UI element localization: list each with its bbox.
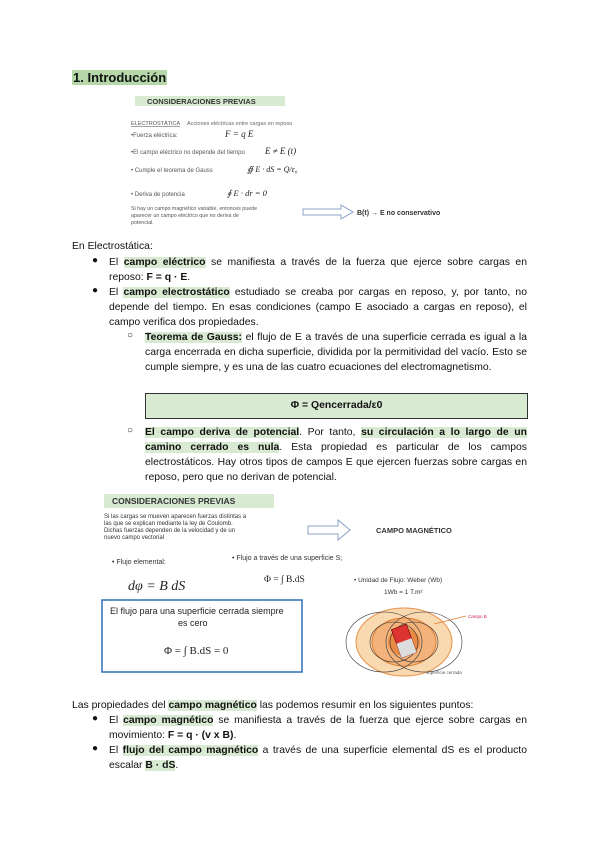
sub-bullet-circle: ○ bbox=[127, 425, 134, 436]
gauss-formula-box: Φ = Qencerrada/ε0 bbox=[145, 393, 528, 419]
svg-text:dφ = B dS: dφ = B dS bbox=[128, 579, 186, 594]
svg-text:•Fuerza eléctrica:: •Fuerza eléctrica: bbox=[131, 133, 178, 139]
bullet-campo-electrostatico: El campo electrostático estudiado se creaba por cargas en reposo, y, por tanto, no depende del tiempo. En esas condiciones (campo E asociado a cargas en reposo), el campo verifica dos propiedades. bbox=[109, 287, 527, 328]
svg-text:El flujo para una superficie c: El flujo para una superficie cerrada siempre bbox=[110, 606, 284, 616]
svg-text:superficie cerrada: superficie cerrada bbox=[426, 670, 462, 675]
svg-text:• Deriva de potencia: • Deriva de potencia bbox=[131, 192, 185, 198]
svg-text:las que se explican mediante l: las que se explican mediante la ley de Coulomb. bbox=[104, 521, 233, 527]
svg-text:ELECTROSTÁTICA: ELECTROSTÁTICA bbox=[131, 121, 181, 127]
intro-text: En Electrostática: bbox=[72, 241, 153, 252]
bullet-dot: ● bbox=[92, 285, 99, 296]
bullet-dot: ● bbox=[92, 713, 99, 724]
svg-text:• Unidad de Flujo: Weber (Wb): • Unidad de Flujo: Weber (Wb) bbox=[354, 577, 443, 584]
bullet-flujo: El flujo del campo magnético a través de una superficie elemental dS es el producto escalar B · dS. bbox=[109, 745, 527, 771]
svg-text:∯ E · dS = Q/ε₀: ∯ E · dS = Q/ε₀ bbox=[247, 165, 298, 174]
svg-text:CAMPO MAGNÉTICO: CAMPO MAGNÉTICO bbox=[376, 526, 452, 535]
svg-text:E ≠ E (t): E ≠ E (t) bbox=[265, 146, 297, 156]
svg-text:Campo B: Campo B bbox=[468, 614, 487, 619]
svg-text:potencial.: potencial. bbox=[131, 220, 154, 226]
figure-campo-magnetico bbox=[94, 488, 504, 688]
svg-text:∮ E · dr = 0: ∮ E · dr = 0 bbox=[227, 188, 267, 198]
svg-text:aparecer un campo eléctrico qu: aparecer un campo eléctrico que no deriva de bbox=[131, 213, 239, 219]
section-heading: 1. Introducción bbox=[73, 70, 167, 85]
propiedades-intro: Las propiedades del campo magnético las podemos resumir en los siguientes puntos: bbox=[72, 700, 474, 711]
svg-text:• Flujo a través de una superf: • Flujo a través de una superficie S; bbox=[232, 555, 343, 562]
svg-text:Acciones eléctricas entre carg: Acciones eléctricas entre cargas en reposo bbox=[187, 121, 293, 127]
svg-text:• Flujo elemental:: • Flujo elemental: bbox=[112, 559, 166, 566]
bullet-campo-electrico: El campo eléctrico se manifiesta a través de la fuerza que ejerce sobre cargas en reposo: F = q · E. bbox=[109, 257, 527, 283]
figure-electrostatica bbox=[117, 92, 481, 230]
svg-text:Φ = ∫ B.dS = 0: Φ = ∫ B.dS = 0 bbox=[164, 645, 229, 657]
svg-text:• Cumple el teorema de Gauss: • Cumple el teorema de Gauss bbox=[131, 168, 213, 174]
bullet-dot: ● bbox=[92, 255, 99, 266]
bullet-dot: ● bbox=[92, 743, 99, 754]
sub-bullet-potencial: El campo deriva de potencial. Por tanto, su circulación a lo largo de un camino cerrado es nula. Esta propiedad es particular de los campos electrostáticos. Hay otros tipos de campos E que ejercen fuerzas sobre cargas en reposo, pero que no derivan de potencial. bbox=[145, 427, 527, 483]
svg-text:Φ = ∫ B.dS: Φ = ∫ B.dS bbox=[264, 575, 305, 585]
svg-text:F = q E: F = q E bbox=[225, 129, 254, 139]
bullet-campo-magnetico: El campo magnético se manifiesta a través de la fuerza que ejerce sobre cargas en movimiento: F = q · (v x B). bbox=[109, 715, 527, 741]
svg-text:B(t) → E no conservativo: B(t) → E no conservativo bbox=[357, 210, 441, 217]
svg-text:Dichas fuerzas dependen de la: Dichas fuerzas dependen de la velocidad y de un bbox=[104, 528, 236, 534]
sub-bullet-gauss: Teorema de Gauss: el flujo de E a través de una superficie cerrada es igual a la carga encerrada en dicha superficie, dividida por la permitividad del vacío. Esto se cumple siempre, y es una de las cuatro ecuaciones del electromagnetismo. bbox=[145, 332, 528, 373]
sub-bullet-circle: ○ bbox=[127, 330, 134, 341]
svg-text:Si hay un campo magnético vari: Si hay un campo magnético variable, entonces puede bbox=[131, 206, 258, 212]
svg-text:Si las cargas se mueven aparec: Si las cargas se mueven aparecen fuerzas distintas a bbox=[104, 514, 247, 520]
svg-text:es cero: es cero bbox=[178, 618, 208, 628]
svg-text:nuevo campo vectorial: nuevo campo vectorial bbox=[104, 535, 165, 541]
svg-text:•El campo eléctrico no depende: •El campo eléctrico no depende del tiempo bbox=[131, 150, 245, 156]
fig1-title: CONSIDERACIONES PREVIAS bbox=[147, 97, 256, 106]
svg-text:CONSIDERACIONES PREVIAS: CONSIDERACIONES PREVIAS bbox=[112, 496, 236, 506]
svg-text:1Wb = 1 T.m²: 1Wb = 1 T.m² bbox=[384, 589, 423, 596]
